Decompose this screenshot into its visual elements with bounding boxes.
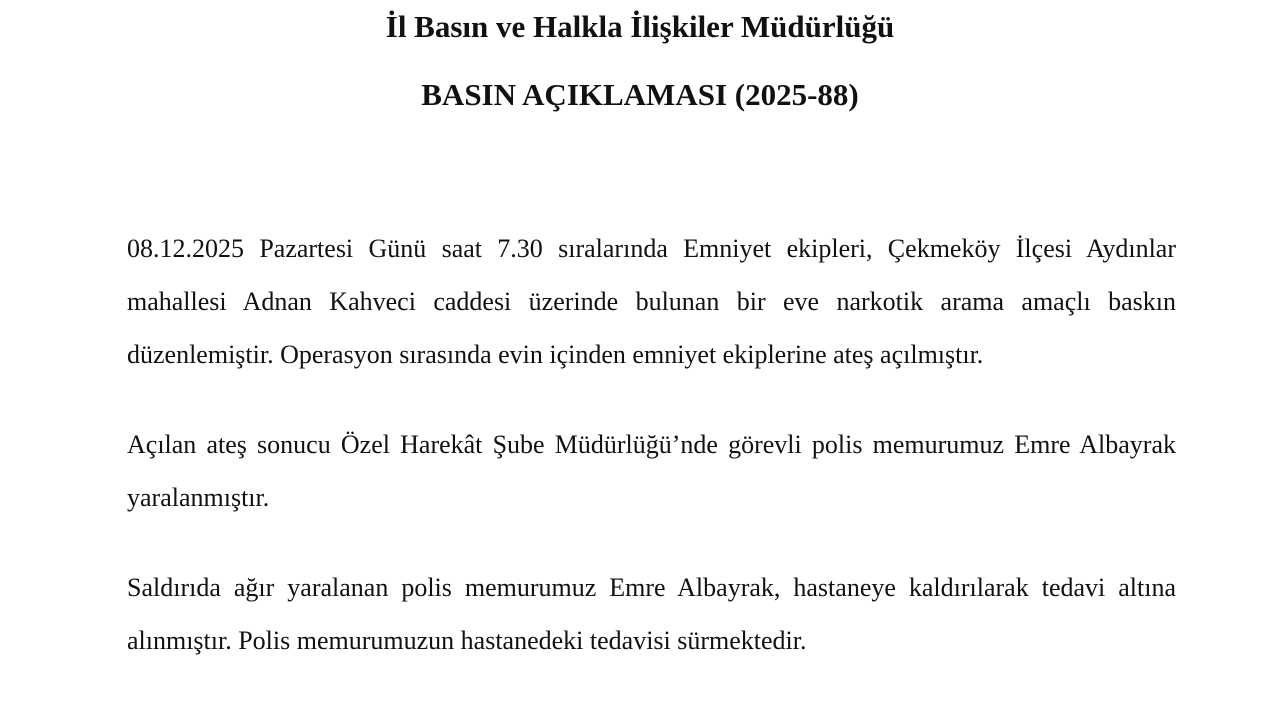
press-release-title: BASIN AÇIKLAMASI (2025-88)	[421, 77, 859, 112]
paragraph-incident: 08.12.2025 Pazartesi Günü saat 7.30 sıralarında Emniyet ekipleri, Çekmeköy İlçesi Aydınlar mahallesi Adnan Kahveci caddesi üzerinde bulunan bir eve narkotik arama amaçlı baskın düzenlemiştir. Operasyon sırasında evin içinden emniyet ekiplerine ateş açılmıştır.	[127, 234, 1176, 369]
office-heading: İl Basın ve Halkla İlişkiler Müdürlüğü	[385, 9, 895, 44]
press-release-body	[127, 222, 1176, 704]
paragraph-treatment: Saldırıda ağır yaralanan polis memurumuz Emre Albayrak, hastaneye kaldırılarak tedavi altına alınmıştır. Polis memurumuzun hastanedeki tedavisi sürmektedir.	[127, 573, 1176, 655]
paragraph-injury: Açılan ateş sonucu Özel Harekât Şube Müdürlüğü’nde görevli polis memurumuz Emre Albayrak yaralanmıştır.	[127, 430, 1176, 512]
